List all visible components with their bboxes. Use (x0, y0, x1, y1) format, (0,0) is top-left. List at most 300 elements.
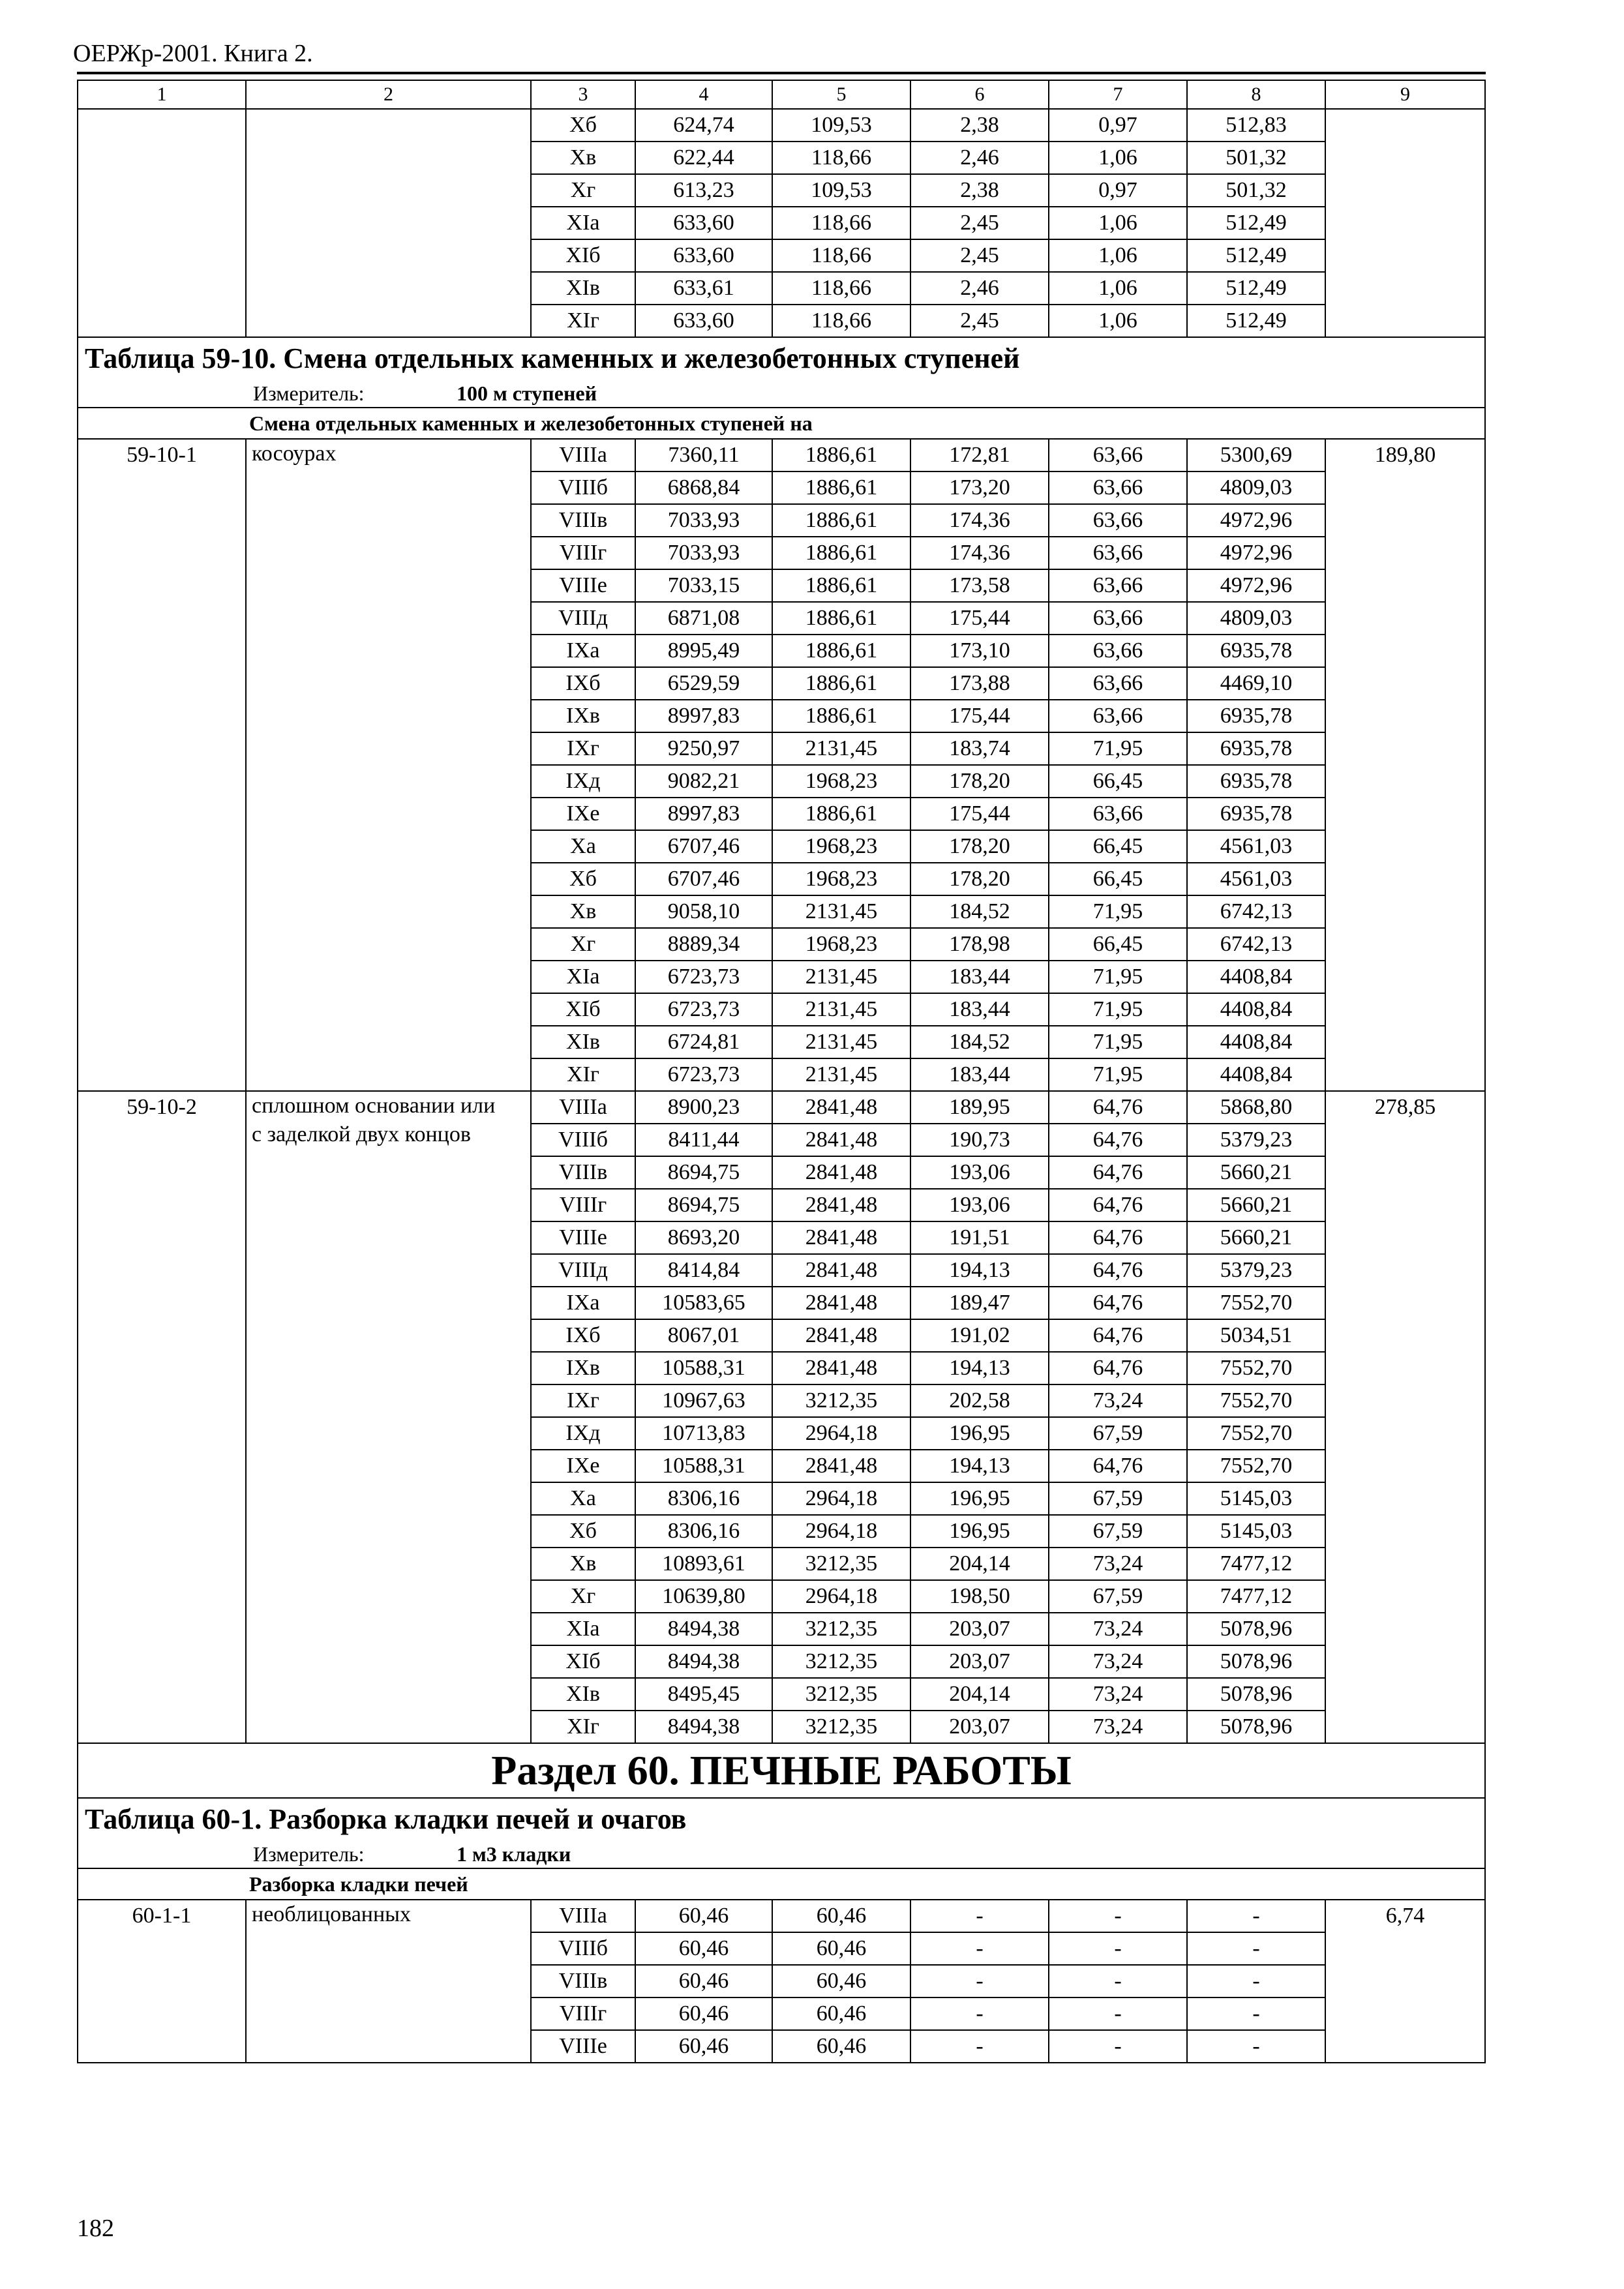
value-cell: 198,50 (910, 1580, 1049, 1613)
value-cell: 5660,21 (1187, 1156, 1325, 1189)
value-cell: 118,66 (772, 272, 910, 305)
value-cell: 8414,84 (635, 1254, 772, 1287)
table-row (78, 1091, 1485, 1124)
value-cell: 10713,83 (635, 1417, 772, 1450)
zone-cell: IХе (531, 1450, 635, 1482)
value-cell: 6868,84 (635, 471, 772, 504)
value-cell: 7033,15 (635, 569, 772, 602)
value-cell: 6723,73 (635, 961, 772, 993)
value-cell: 8306,16 (635, 1515, 772, 1548)
value-cell: 196,95 (910, 1482, 1049, 1515)
value-cell: 64,76 (1049, 1091, 1187, 1124)
table-caption-cell: Таблица 60-1. Разборка кладки печей и очагов (78, 1798, 1485, 1840)
subheading-row-cell: Смена отдельных каменных и железобетонных ступеней на (78, 408, 1485, 439)
value-cell: 2964,18 (772, 1482, 910, 1515)
value-cell: 512,49 (1187, 239, 1325, 272)
column-9-value: 6,74 (1325, 1900, 1485, 2063)
value-cell: 183,44 (910, 993, 1049, 1026)
value-cell: 633,60 (635, 305, 772, 337)
value-cell: 5300,69 (1187, 439, 1325, 471)
value-cell: 5078,96 (1187, 1678, 1325, 1711)
value-cell: 8494,38 (635, 1711, 772, 1743)
value-cell: 193,06 (910, 1189, 1049, 1221)
value-cell: 2841,48 (772, 1091, 910, 1124)
zone-cell: IХв (531, 700, 635, 732)
zone-cell: VIIIг (531, 1997, 635, 2030)
value-cell: 194,13 (910, 1352, 1049, 1384)
value-cell: 5145,03 (1187, 1482, 1325, 1515)
value-cell: 2131,45 (772, 732, 910, 765)
zone-cell: VIIIв (531, 1156, 635, 1189)
value-cell: 5078,96 (1187, 1711, 1325, 1743)
value-cell: 8693,20 (635, 1221, 772, 1254)
value-cell: 63,66 (1049, 439, 1187, 471)
value-cell: 633,60 (635, 207, 772, 239)
value-cell: 633,60 (635, 239, 772, 272)
value-cell: 194,13 (910, 1450, 1049, 1482)
value-cell: 67,59 (1049, 1515, 1187, 1548)
value-cell: 204,14 (910, 1678, 1049, 1711)
value-cell: 5078,96 (1187, 1645, 1325, 1678)
value-cell: 4561,03 (1187, 830, 1325, 863)
column-number-row (78, 80, 1485, 109)
value-cell: 512,49 (1187, 272, 1325, 305)
value-cell: 66,45 (1049, 928, 1187, 961)
value-cell: 1886,61 (772, 569, 910, 602)
value-cell: 2,46 (910, 272, 1049, 305)
value-cell: 5868,80 (1187, 1091, 1325, 1124)
value-cell: 6707,46 (635, 830, 772, 863)
value-cell: 2841,48 (772, 1352, 910, 1384)
value-cell: 3212,35 (772, 1711, 910, 1743)
value-cell: 71,95 (1049, 1026, 1187, 1058)
zone-cell: IХг (531, 1384, 635, 1417)
value-cell: 173,10 (910, 635, 1049, 667)
value-cell: 1,06 (1049, 207, 1187, 239)
measure-row (78, 1840, 1485, 1868)
column-number: 3 (531, 80, 635, 109)
running-head: ОЕРЖр-2001. Книга 2. (73, 40, 313, 67)
zone-cell: Хг (531, 1580, 635, 1613)
table-caption-cell: Таблица 59-10. Смена отдельных каменных и железобетонных ступеней (78, 337, 1485, 379)
value-cell: 10583,65 (635, 1287, 772, 1319)
value-cell: 622,44 (635, 142, 772, 174)
value-cell: 5078,96 (1187, 1613, 1325, 1645)
value-cell: 624,74 (635, 109, 772, 142)
section-title-cell: Раздел 60. ПЕЧНЫЕ РАБОТЫ (78, 1743, 1485, 1798)
value-cell: 191,02 (910, 1319, 1049, 1352)
value-cell: 67,59 (1049, 1417, 1187, 1450)
zone-cell: ХIг (531, 1711, 635, 1743)
value-cell: 60,46 (772, 1965, 910, 1997)
value-cell: 63,66 (1049, 798, 1187, 830)
value-cell: - (1049, 2030, 1187, 2063)
zone-cell: ХIг (531, 305, 635, 337)
value-cell: 63,66 (1049, 667, 1187, 700)
zone-cell: ХIв (531, 272, 635, 305)
value-cell: 2131,45 (772, 993, 910, 1026)
page-number: 182 (77, 2215, 114, 2242)
value-cell: 512,49 (1187, 305, 1325, 337)
value-cell: 3212,35 (772, 1384, 910, 1417)
value-cell: 174,36 (910, 537, 1049, 569)
value-cell: 3212,35 (772, 1645, 910, 1678)
value-cell: 71,95 (1049, 993, 1187, 1026)
value-cell: 6871,08 (635, 602, 772, 635)
zone-cell: Хв (531, 142, 635, 174)
value-cell: 0,97 (1049, 174, 1187, 207)
value-cell: 2841,48 (772, 1287, 910, 1319)
value-cell: 6723,73 (635, 1058, 772, 1091)
value-cell: 1886,61 (772, 471, 910, 504)
value-cell: 4972,96 (1187, 504, 1325, 537)
measure-value: 100 м ступеней (457, 381, 597, 405)
item-name (246, 1091, 531, 1743)
value-cell: 7477,12 (1187, 1548, 1325, 1580)
value-cell: 63,66 (1049, 635, 1187, 667)
zone-cell: ХIв (531, 1678, 635, 1711)
zone-cell: IХд (531, 765, 635, 798)
value-cell: 2841,48 (772, 1156, 910, 1189)
subheading-row (78, 1868, 1485, 1900)
value-cell: 175,44 (910, 798, 1049, 830)
value-cell: 2,45 (910, 207, 1049, 239)
measure-row-cell (78, 379, 1485, 408)
value-cell: 8889,34 (635, 928, 772, 961)
value-cell: 2841,48 (772, 1189, 910, 1221)
value-cell: 196,95 (910, 1515, 1049, 1548)
value-cell: 60,46 (772, 1900, 910, 1932)
value-cell: - (1049, 1965, 1187, 1997)
zone-cell: ХIв (531, 1026, 635, 1058)
value-cell: 178,20 (910, 765, 1049, 798)
value-cell: 64,76 (1049, 1156, 1187, 1189)
value-cell: 60,46 (772, 1997, 910, 2030)
value-cell: 63,66 (1049, 602, 1187, 635)
value-cell: 203,07 (910, 1613, 1049, 1645)
column-number: 2 (246, 80, 531, 109)
value-cell: 4408,84 (1187, 1026, 1325, 1058)
value-cell: 172,81 (910, 439, 1049, 471)
table-row (78, 109, 1485, 142)
value-cell: 512,49 (1187, 207, 1325, 239)
value-cell: 1886,61 (772, 504, 910, 537)
value-cell: 64,76 (1049, 1450, 1187, 1482)
value-cell: 1886,61 (772, 798, 910, 830)
value-cell: 6935,78 (1187, 700, 1325, 732)
value-cell: 7360,11 (635, 439, 772, 471)
value-cell: 8411,44 (635, 1124, 772, 1156)
zone-cell: ХIб (531, 1645, 635, 1678)
value-cell: 10893,61 (635, 1548, 772, 1580)
value-cell: 64,76 (1049, 1287, 1187, 1319)
value-cell: 7552,70 (1187, 1352, 1325, 1384)
value-cell: 9082,21 (635, 765, 772, 798)
value-cell: 8494,38 (635, 1613, 772, 1645)
zone-cell: VIIIа (531, 1091, 635, 1124)
table-row (78, 439, 1485, 471)
value-cell: 63,66 (1049, 537, 1187, 569)
zone-cell: Хв (531, 895, 635, 928)
column-number: 1 (78, 80, 246, 109)
zone-cell: IХв (531, 1352, 635, 1384)
item-code: 59-10-1 (78, 439, 246, 1091)
value-cell: 6724,81 (635, 1026, 772, 1058)
value-cell: 71,95 (1049, 895, 1187, 928)
value-cell: - (1187, 1965, 1325, 1997)
zone-cell: VIIIг (531, 1189, 635, 1221)
measure-value: 1 м3 кладки (457, 1842, 571, 1866)
value-cell: 71,95 (1049, 1058, 1187, 1091)
value-cell: 512,83 (1187, 109, 1325, 142)
value-cell: 71,95 (1049, 732, 1187, 765)
value-cell: 7477,12 (1187, 1580, 1325, 1613)
zone-cell: VIIIв (531, 504, 635, 537)
value-cell: 1886,61 (772, 700, 910, 732)
value-cell: 189,95 (910, 1091, 1049, 1124)
table-caption (78, 1798, 1485, 1840)
value-cell: 73,24 (1049, 1613, 1187, 1645)
value-cell: 203,07 (910, 1711, 1049, 1743)
value-cell: 5660,21 (1187, 1221, 1325, 1254)
value-cell: 2841,48 (772, 1319, 910, 1352)
zone-cell: ХIа (531, 961, 635, 993)
value-cell: 64,76 (1049, 1352, 1187, 1384)
table-caption (78, 337, 1485, 379)
value-cell: 118,66 (772, 305, 910, 337)
empty-cell (78, 109, 246, 337)
value-cell: 2,46 (910, 142, 1049, 174)
value-cell: 204,14 (910, 1548, 1049, 1580)
value-cell: 5660,21 (1187, 1189, 1325, 1221)
zone-cell: IХд (531, 1417, 635, 1450)
section-title (78, 1743, 1485, 1798)
value-cell: 203,07 (910, 1645, 1049, 1678)
value-cell: 6707,46 (635, 863, 772, 895)
value-cell: 4469,10 (1187, 667, 1325, 700)
value-cell: 5034,51 (1187, 1319, 1325, 1352)
value-cell: 9250,97 (635, 732, 772, 765)
value-cell: - (910, 1965, 1049, 1997)
value-cell: 73,24 (1049, 1384, 1187, 1417)
value-cell: 183,44 (910, 961, 1049, 993)
value-cell: 1886,61 (772, 667, 910, 700)
zone-cell: ХIа (531, 1613, 635, 1645)
value-cell: - (1049, 1997, 1187, 2030)
value-cell: 184,52 (910, 1026, 1049, 1058)
value-cell: 191,51 (910, 1221, 1049, 1254)
value-cell: 2841,48 (772, 1450, 910, 1482)
value-cell: 3212,35 (772, 1613, 910, 1645)
value-cell: 2131,45 (772, 961, 910, 993)
value-cell: 2964,18 (772, 1515, 910, 1548)
value-cell: 10588,31 (635, 1352, 772, 1384)
value-cell: 5145,03 (1187, 1515, 1325, 1548)
value-cell: 6723,73 (635, 993, 772, 1026)
value-cell: 73,24 (1049, 1548, 1187, 1580)
value-cell: 1968,23 (772, 765, 910, 798)
value-cell: 183,44 (910, 1058, 1049, 1091)
item-name: необлицованных (246, 1900, 531, 2063)
value-cell: 7552,70 (1187, 1287, 1325, 1319)
value-cell: 174,36 (910, 504, 1049, 537)
value-cell: 175,44 (910, 700, 1049, 732)
value-cell: 63,66 (1049, 569, 1187, 602)
value-cell: 1,06 (1049, 142, 1187, 174)
value-cell: 196,95 (910, 1417, 1049, 1450)
value-cell: 8495,45 (635, 1678, 772, 1711)
empty-cell (246, 109, 531, 337)
value-cell: 178,98 (910, 928, 1049, 961)
zone-cell: ХIг (531, 1058, 635, 1091)
value-cell: 5379,23 (1187, 1124, 1325, 1156)
measure-row (78, 379, 1485, 408)
zone-cell: IХа (531, 1287, 635, 1319)
value-cell: 64,76 (1049, 1124, 1187, 1156)
value-cell: 73,24 (1049, 1711, 1187, 1743)
column-number: 9 (1325, 80, 1485, 109)
zone-cell: Ха (531, 830, 635, 863)
value-cell: 2841,48 (772, 1221, 910, 1254)
zone-cell: Хб (531, 863, 635, 895)
measure-label: Измеритель: (253, 1842, 365, 1866)
value-cell: 118,66 (772, 142, 910, 174)
value-cell: 2131,45 (772, 895, 910, 928)
zone-cell: Хв (531, 1548, 635, 1580)
value-cell: 63,66 (1049, 471, 1187, 504)
value-cell: - (1187, 1997, 1325, 2030)
value-cell: - (1187, 1900, 1325, 1932)
column-number: 7 (1049, 80, 1187, 109)
value-cell: 73,24 (1049, 1645, 1187, 1678)
value-cell: 71,95 (1049, 961, 1187, 993)
value-cell: 109,53 (772, 109, 910, 142)
zone-cell: ХIа (531, 207, 635, 239)
value-cell: 1886,61 (772, 602, 910, 635)
measure-row-cell (78, 1840, 1485, 1868)
value-cell: 6742,13 (1187, 895, 1325, 928)
value-cell: 1886,61 (772, 439, 910, 471)
value-cell: - (1187, 2030, 1325, 2063)
value-cell: 60,46 (635, 1932, 772, 1965)
empty-cell (1325, 109, 1485, 337)
column-number: 4 (635, 80, 772, 109)
value-cell: 10588,31 (635, 1450, 772, 1482)
value-cell: 4408,84 (1187, 1058, 1325, 1091)
zone-cell: VIIIб (531, 471, 635, 504)
value-cell: 2841,48 (772, 1124, 910, 1156)
zone-cell: ХIб (531, 239, 635, 272)
zone-cell: VIIIе (531, 2030, 635, 2063)
value-cell: 7552,70 (1187, 1417, 1325, 1450)
value-cell: 63,66 (1049, 700, 1187, 732)
value-cell: 60,46 (772, 1932, 910, 1965)
zone-cell: IХа (531, 635, 635, 667)
value-cell: 189,47 (910, 1287, 1049, 1319)
value-cell: 501,32 (1187, 174, 1325, 207)
value-cell: 5379,23 (1187, 1254, 1325, 1287)
value-cell: 2,38 (910, 109, 1049, 142)
value-cell: 3212,35 (772, 1548, 910, 1580)
value-cell: 1,06 (1049, 272, 1187, 305)
value-cell: 6742,13 (1187, 928, 1325, 961)
value-cell: 4972,96 (1187, 569, 1325, 602)
value-cell: 7552,70 (1187, 1384, 1325, 1417)
value-cell: 613,23 (635, 174, 772, 207)
value-cell: 66,45 (1049, 830, 1187, 863)
value-cell: 202,58 (910, 1384, 1049, 1417)
zone-cell: Хг (531, 174, 635, 207)
item-name-line: сплошном основании или (252, 1094, 496, 1118)
value-cell: 184,52 (910, 895, 1049, 928)
value-cell: 183,74 (910, 732, 1049, 765)
value-cell: 2,45 (910, 239, 1049, 272)
value-cell: 8494,38 (635, 1645, 772, 1678)
zone-cell: VIIIб (531, 1932, 635, 1965)
value-cell: 4408,84 (1187, 993, 1325, 1026)
zone-cell: IХе (531, 798, 635, 830)
value-cell: - (910, 1997, 1049, 2030)
value-cell: 7033,93 (635, 537, 772, 569)
zone-cell: Хб (531, 109, 635, 142)
value-cell: 64,76 (1049, 1319, 1187, 1352)
item-code: 60-1-1 (78, 1900, 246, 2063)
value-cell: 2841,48 (772, 1254, 910, 1287)
zone-cell: VIIIг (531, 537, 635, 569)
value-cell: 0,97 (1049, 109, 1187, 142)
column-number: 6 (910, 80, 1049, 109)
value-cell: 2964,18 (772, 1417, 910, 1450)
value-cell: 173,58 (910, 569, 1049, 602)
value-cell: 6935,78 (1187, 765, 1325, 798)
value-cell: 67,59 (1049, 1580, 1187, 1613)
value-cell: 4809,03 (1187, 471, 1325, 504)
value-cell: 8995,49 (635, 635, 772, 667)
subheading-row-cell: Разборка кладки печей (78, 1868, 1485, 1900)
value-cell: 67,59 (1049, 1482, 1187, 1515)
column-number: 8 (1187, 80, 1325, 109)
value-cell: 64,76 (1049, 1221, 1187, 1254)
zone-cell: Ха (531, 1482, 635, 1515)
value-cell: 60,46 (635, 1965, 772, 1997)
value-cell: 4408,84 (1187, 961, 1325, 993)
value-cell: 10639,80 (635, 1580, 772, 1613)
value-cell: 64,76 (1049, 1189, 1187, 1221)
value-cell: 501,32 (1187, 142, 1325, 174)
value-cell: 8900,23 (635, 1091, 772, 1124)
value-cell: 64,76 (1049, 1254, 1187, 1287)
value-cell: 175,44 (910, 602, 1049, 635)
zone-cell: Хб (531, 1515, 635, 1548)
value-cell: 10967,63 (635, 1384, 772, 1417)
zone-cell: IХб (531, 1319, 635, 1352)
value-cell: 4972,96 (1187, 537, 1325, 569)
value-cell: 1886,61 (772, 635, 910, 667)
value-cell: 178,20 (910, 863, 1049, 895)
value-cell: 633,61 (635, 272, 772, 305)
table-body (78, 80, 1485, 2063)
value-cell: 193,06 (910, 1156, 1049, 1189)
value-cell: 60,46 (772, 2030, 910, 2063)
zone-cell: VIIIб (531, 1124, 635, 1156)
value-cell: 66,45 (1049, 765, 1187, 798)
value-cell: 7033,93 (635, 504, 772, 537)
value-cell: 60,46 (635, 1900, 772, 1932)
zone-cell: VIIIд (531, 602, 635, 635)
value-cell: - (1049, 1932, 1187, 1965)
subheading-row (78, 408, 1485, 439)
zone-cell: VIIIе (531, 1221, 635, 1254)
